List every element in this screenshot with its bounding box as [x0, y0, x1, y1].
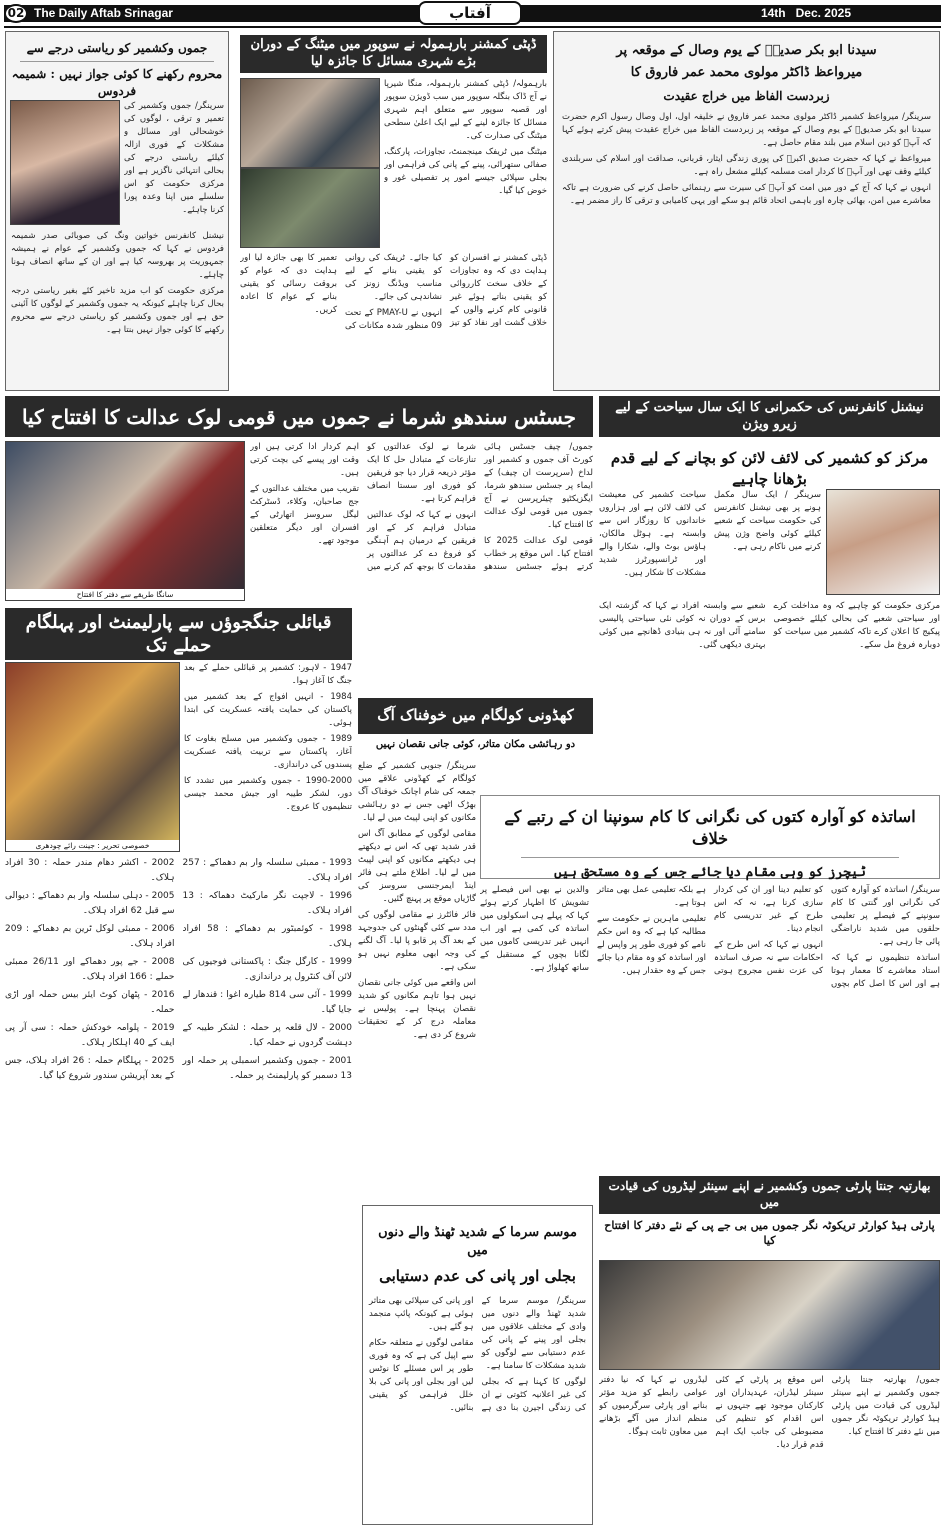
photo-meeting-hall — [240, 168, 380, 248]
paragraph: تقریب میں مختلف عدالتوں کے جج صاحبان، وکلاء، ڈسٹرکٹ لیگل سروسز اتھارٹی کے افسران اور دیگر متعلقین موجود تھے۔ — [250, 484, 359, 546]
article-statehood — [5, 31, 229, 391]
headline: محروم رکھنے کا کوئی جواز نہیں : شمیمہ فردوس — [11, 66, 223, 98]
paragraph: انہوں نے PMAY-U کے تحت 09 منظور شدہ مکانات کی تعمیر کا بھی جائزہ لیا اور ہدایت دی کہ عوام کو بروقت رسائی کو یقینی بنانے کے عوام کا اعادہ کریں۔ — [240, 253, 442, 331]
paper-name: The Daily Aftab Srinagar — [34, 6, 173, 20]
paragraph: 2000 - لال قلعہ پر حملہ : لشکر طیبہ کے دہشت گردوں نے حملہ کیا۔ — [182, 1023, 352, 1048]
headline: اساتذہ کو آوارہ کتوں کی نگرانی کا کام سونپنا ان کے رتبے کے خلاف — [504, 807, 916, 849]
headline: سیدنا ابو بکر صدیقؓ کے یوم وصال کے موقعہ پر — [616, 43, 877, 58]
paragraph: بارہمولہ/ ڈپٹی کمشنر بارہمولہ، منگا شیرپا نے آج ڈاک بنگلہ سوپور میں سب ڈویژن سوپور اور قصبہ سوپور سے متعلق اہم شہری مسائل کا جائزہ لینے کے لیے ایک اعلیٰ سطحی میٹنگ کی صدارت کی۔ — [384, 79, 547, 141]
paragraph: قومی لوک عدالت 2025 کا افتتاح کیا۔ اس موقع پر خطاب کرتے ہوئے جسٹس سندھو شرما نے لوک عدالتوں کو تنازعات کے متبادل حل کا ایک مؤثر ذریعہ قرار دیا جو فریقین کو فوری اور سستا انصاف فراہم کرتا ہے۔ — [367, 442, 593, 572]
article-body — [124, 100, 224, 225]
paragraph: 2016 - پٹھان کوٹ ایئر بیس حملہ اور اڑی حملہ۔ — [5, 990, 175, 1015]
headline: جسٹس سندھو شرما نے جموں میں قومی لوک عدالت کا افتتاح کیا — [5, 396, 593, 437]
paragraph: 1990-2000 - جموں وکشمیر میں تشدد کا دور، لشکر طیبہ اور جیش محمد جیسی تنظیموں کا عروج۔ — [184, 776, 352, 812]
paragraph: 2019 - پلوامہ خودکش حملہ : سی آر پی ایف کے 40 اہلکار ہلاک۔ — [5, 1023, 175, 1048]
subheadline: دو رہائشی مکان متاثر، کوئی جانی نقصان نہیں — [375, 739, 576, 750]
article-body — [363, 1291, 592, 1521]
headline: کھڈونی کولگام میں خوفناک آگ — [358, 698, 593, 734]
paragraph: انہوں نے کہا کہ آج کے دور میں امت کو آپؓ کی سیرت سے رہنمائی حاصل کرنے کی ضرورت ہے تاکہ معاشرے میں امن، بھائی چارہ اور باہمی اتحاد قائم ہو سکے اور یہی کامیابی و ترقی کا راز مضمر ہے۔ — [562, 183, 931, 207]
headline: ڈپٹی کمشنر بارہمولہ نے سوپور میں میٹنگ کے دوران بڑے شہری مسائل کا جائزہ لیا — [240, 35, 547, 73]
headline: بجلی اور پانی کی عدم دستیابی — [379, 1267, 576, 1286]
paragraph: شعبے سے وابستہ افراد نے کہا کہ گزشتہ ایک برس کے دوران نہ کوئی نئی سیاحتی پالیسی سامنے آئی اور نہ ہی بنیادی ڈھانچے میں کوئی بہتری دیکھی گئی۔ — [599, 601, 766, 650]
paragraph: 1999 - آئی سی 814 طیارہ اغوا : قندھار لے جایا گیا۔ — [182, 990, 352, 1015]
article-body — [384, 78, 547, 250]
paragraph: 1998 - کوئمبٹور بم دھماکے : 58 افراد ہلاک۔ — [182, 924, 352, 949]
paragraph: 1996 - لاجپت نگر مارکیٹ دھماکہ : 13 افراد ہلاک۔ — [182, 891, 352, 916]
masthead-rule — [4, 26, 941, 28]
photo-shamima-firdous — [10, 100, 120, 225]
article-abu-bakr — [553, 31, 940, 391]
article-body — [5, 856, 352, 1524]
headline: زبردست الفاظ میں خراج عقیدت — [663, 89, 830, 104]
issue-date: 14th Dec. 2025 — [760, 6, 851, 20]
article-body — [250, 441, 593, 601]
photo-author — [826, 489, 940, 595]
headline: نیشنل کانفرنس کی حکمرانی کا ایک سال سیاحت کے لیے زیرو ویژن — [599, 396, 940, 437]
paragraph: نیشنل کانفرنس خواتین ونگ کی صوبائی صدر شمیمہ فردوس نے کہا کہ جموں وکشمیر کے عوام نے ہمیشہ جمہوریت پر بھروسہ کیا ہے اور ان کے ساتھ انصاف ہونا چاہئے۔ — [11, 231, 224, 280]
paragraph: 2008 - جے پور دھماکے اور 26/11 ممبئی حملے : 166 افراد ہلاک۔ — [5, 957, 175, 982]
paragraph: لیڈروں نے کہا کہ نیا دفتر عوامی رابطے کو مزید مؤثر بنانے اور پارٹی سرگرمیوں کو منظم انداز میں آگے بڑھانے میں معاون ثابت ہوگا۔ — [599, 1375, 708, 1437]
logo-text: آفتاب — [449, 4, 491, 22]
photo-caption: خصوصی تحریر : جینت رائے چودھری — [6, 840, 179, 851]
page-number: 02 — [4, 4, 28, 23]
paragraph: 1999 - کارگل جنگ : پاکستانی فوجیوں کی لائن آف کنٹرول پر دراندازی۔ — [182, 957, 352, 982]
photo-caption: سانگا طریقے سے دفتر کا افتتاح — [6, 589, 244, 600]
paragraph: جموں/ بھارتیہ جنتا پارٹی جموں وکشمیر نے اپنے سینئر لیڈروں کی قیادت میں پارٹی ہیڈ کوارٹر تریکوٹہ نگر جموں میں نئے دفتر کا افتتاح کیا۔ — [831, 1375, 940, 1437]
article-body — [358, 760, 476, 1200]
photo-meeting — [240, 78, 380, 168]
paragraph: ڈپٹی کمشنر نے افسران کو ہدایت دی کہ وہ تجاوزات کے خلاف سخت کارروائی کو یقینی بناتے ہوئے غیر قانونی کام کرنے والوں کے خلاف گشت اور نفاذ کو تیز کیا جائے۔ ٹریفک کی روانی کو یقینی بنانے کے لیے مناسب ویڈنگ زونز کی نشاندہی کی جائے۔ — [345, 253, 547, 328]
paragraph: اس واقعے میں کوئی جانی نقصان نہیں ہوا تاہم مکانوں کو شدید نقصان پہنچا ہے۔ پولیس نے معاملہ درج کر کے تحقیقات شروع کر دی ہے۔ — [358, 978, 476, 1040]
headline: قبائلی جنگجوؤں سے پارلیمنٹ اور پہلگام حملے تک — [5, 608, 352, 660]
article-cold-wave — [362, 1205, 593, 1525]
subheadline: ٹیچرز کو وہی مقام دیا جائے جس کے وہ مستحق ہیں — [554, 864, 866, 880]
masthead-logo — [418, 1, 522, 25]
paragraph: سرینگر/ اساتذہ کو آوارہ کتوں کی نگرانی اور گنتی کا کام سونپنے کے فیصلے پر تعلیمی حلقوں میں شدید ناراضگی پائی جا رہی ہے۔ — [831, 885, 940, 947]
paragraph: 1984 - انہیں افواج کے بعد کشمیر میں پاکستان کی حمایت یافتہ عسکریت کی ابتدا ہوئی۔ — [184, 692, 352, 728]
paragraph: سرینگر / ایک سال مکمل ہونے پر بھی نیشنل کانفرنس کی حکومت سیاحت کے شعبے کیلئے کوئی واضح وژن پیش کرنے میں ناکام رہی ہے۔ — [714, 490, 821, 552]
divider — [20, 61, 214, 62]
paragraph: سرینگر/ جموں وکشمیر کی تعمیر و ترقی ، لوگوں کی خوشحالی اور مسائل و مشکلات کے فوری ازالہ کیلئے ریاستی درجے کی بحالی انتہائی ناگزیر ہے اور مرکزی حکومت کو اس سلسلے میں اپنا وعدہ پورا کرنا چاہئے۔ — [124, 101, 224, 215]
subheadline: مرکز کو کشمیر کی لائف لائن کو بچانے کے لیے قدم بڑھانا چاہیے — [610, 449, 929, 488]
article-teachers-header — [480, 795, 940, 879]
paragraph: مرکزی حکومت کو اب مزید تاخیر کئے بغیر ریاستی درجہ بحال کرنا چاہئے کیونکہ یہ جموں وکشمیر کے لوگوں کا آئینی حق ہے اور جموں وکشمیر کو ریاستی درجے سے محروم رکھنے کا کوئی جواز نہیں بنتا ہے۔ — [11, 286, 224, 335]
paragraph: 1989 - جموں وکشمیر میں مسلح بغاوت کا آغاز، پاکستان سے تربیت یافتہ عسکریت پسندوں کی دراندازی۔ — [184, 734, 352, 770]
article-body — [240, 252, 547, 388]
article-body — [599, 600, 940, 790]
article-body — [599, 489, 821, 595]
paragraph: میرواعظ نے کہا کہ حضرت صدیق اکبرؓ کی پوری زندگی ایثار، قربانی، صداقت اور اسلام کی سربلندی کیلئے وقف تھی اور آپؓ کا کردار امت مسلمہ کیلئے مشعل راہ ہے۔ — [562, 154, 931, 178]
divider — [521, 857, 899, 858]
paragraph: مقامی لوگوں نے متعلقہ حکام سے اپیل کی ہے کہ وہ فوری طور پر اس مسئلے کا نوٹس لیں اور بجلی اور پانی کی بلا خلل فراہمی کو یقینی بنائیں۔ — [369, 1338, 474, 1414]
paragraph: 2005 - دہلی سلسلہ وار بم دھماکے : دیوالی سے قبل 62 افراد ہلاک۔ — [5, 891, 175, 916]
paragraph: 2002 - اکشر دھام مندر حملہ : 30 افراد ہلاک۔ — [5, 858, 175, 883]
headline: میرواعظ ڈاکٹر مولوی محمد عمر فاروق کا — [630, 65, 863, 81]
paragraph: لوگوں کا کہنا ہے کہ بجلی کی غیر اعلانیہ کٹوتی نے ان کی زندگی اجیرن بنا دی ہے اور پانی کی سپلائی بھی متاثر ہوئی ہے کیونکہ پائپ منجمد ہو گئے ہیں۔ — [369, 1296, 586, 1414]
paragraph: 2025 - پہلگام حملہ : 26 افراد ہلاک، جس کے بعد آپریشن سندور شروع کیا گیا۔ — [5, 1056, 175, 1081]
headline: جموں وکشمیر کو ریاستی درجے سے — [26, 41, 208, 55]
paragraph: سرینگر/ جنوبی کشمیر کے ضلع کولگام کے کھڈونی علاقے میں جمعہ کی شام اچانک خوفناک آگ بھڑک اٹھی جس نے دو رہائشی مکانوں کو اپنی لپیٹ میں لے لیا۔ — [358, 761, 476, 823]
headline: موسم سرما کے شدید ٹھنڈ والے دنوں میں — [378, 1225, 577, 1259]
paragraph: تعلیمی ماہرین نے حکومت سے مطالبہ کیا ہے کہ وہ اس حکم نامے کو فوری طور پر واپس لے اور اساتذہ کو وہ مقام دیا جائے جس کے وہ حقدار ہیں۔ — [597, 914, 706, 976]
article-body — [184, 662, 352, 852]
article-body — [554, 109, 939, 349]
paragraph: 2001 - جموں وکشمیر اسمبلی پر حملہ اور 13 دسمبر کو پارلیمنٹ پر حملہ۔ — [182, 1056, 352, 1081]
paragraph: 2006 - ممبئی لوکل ٹرین بم دھماکے : 209 افراد ہلاک۔ — [5, 924, 175, 949]
paragraph: میٹنگ میں ٹریفک مینجمنٹ، تجاوزات، پارکنگ، صفائی ستھرائی، پینے کے پانی کی فراہمی اور بجلی سپلائی جیسے امور پر تفصیلی غور و خوض کیا گیا۔ — [384, 147, 547, 196]
paragraph: انہوں نے کہا کہ لوک عدالتیں متبادل فراہم کر کے اور فریقین کے درمیان ہم آہنگی کو فروغ دے کر عدالتوں پر مقدمات کا بوجھ کم کرنے میں اہم کردار ادا کرتی ہیں اور وقت اور پیسے کی بچت کرتی ہیں۔ — [250, 442, 476, 572]
paragraph: جموں/ چیف جسٹس ہائی کورٹ آف جموں و کشمیر اور لداخ (سرپرست ان چیف) کے ایماء پر جسٹس سندھو شرما، ایگزیکٹیو چیئرپرسن نے آج جموں میں قومی لوک عدالت کا افتتاح کیا۔ — [484, 442, 593, 530]
photo-bjp-office — [599, 1260, 940, 1370]
paragraph: مرکزی حکومت کو چاہیے کہ وہ مداخلت کرے اور سیاحتی شعبے کی بحالی کیلئے خصوصی پیکیج کا اعلان کرے تاکہ کشمیر میں سیاحت کو دوبارہ فروغ مل سکے۔ — [773, 601, 940, 650]
paragraph: انہوں نے کہا کہ اس طرح کے احکامات سے نہ صرف اساتذہ کی عزت نفس مجروح ہوتی ہے بلکہ تعلیمی عمل بھی متاثر ہوتا ہے۔ — [597, 885, 823, 976]
article-body — [11, 230, 224, 388]
paragraph: اس موقع پر پارٹی کے کئی سینئر لیڈران، عہدیداران اور کارکنان موجود تھے جنہوں نے اس اقدام کو تنظیم کی مضبوطی کی جانب ایک اہم قدم قرار دیا۔ — [715, 1375, 824, 1450]
photo-memorial — [5, 662, 180, 852]
headline: بھارتیہ جنتا پارٹی جموں وکشمیر نے اپنے سینئر لیڈروں کی قیادت میں — [599, 1176, 940, 1214]
paragraph: فائر فائٹرز نے مقامی لوگوں کی مدد سے کئی گھنٹوں کی جدوجہد کے بعد آگ پر قابو پا لیا۔ آگ لگنے کی وجہ ابھی معلوم نہیں ہو سکی ہے۔ — [358, 910, 476, 972]
paragraph: اساتذہ تنظیموں نے کہا کہ استاد معاشرے کا معمار ہوتا ہے اور اس کا اصل کام بچوں کو تعلیم دینا اور ان کی کردار سازی کرنا ہے، نہ کہ اس طرح کے غیر تدریسی کام انجام دینا۔ — [714, 885, 940, 989]
paragraph: سرینگر/ میرواعظ کشمیر ڈاکٹر مولوی محمد عمر فاروق نے خلیفہ اول، اول وصال رسول اکرم حضرت سیدنا ابو بکر صدیقؓ کے یوم وصال کے موقعہ پر زبردست الفاظ میں خراج عقیدت پیش کرتے ہوئے کہا کہ آپؓ کو دین اسلام میں بلند مقام حاصل ہے۔ — [562, 112, 931, 149]
subheadline: پارٹی ہیڈ کوارٹر تریکوٹہ نگر جموں میں بی جے پی کے نئے دفتر کا افتتاح کیا — [604, 1219, 935, 1248]
article-body — [480, 884, 940, 1170]
paragraph: سیاحت کشمیر کی معیشت کی لائف لائن ہے اور ہزاروں خاندانوں کا روزگار اس سے وابستہ ہے۔ ہوٹل مالکان، ہاؤس بوٹ والے، شکارا والے اور ٹرانسپورٹرز شدید مشکلات کا شکار ہیں۔ — [599, 490, 706, 578]
paragraph: 1993 - ممبئی سلسلہ وار بم دھماکے : 257 افراد ہلاک۔ — [182, 858, 352, 883]
paragraph: مقامی لوگوں کے مطابق آگ اس قدر شدید تھی کہ اس نے دیکھتے ہی دیکھتے مکانوں کو اپنی لپیٹ میں لے لیا۔ اطلاع ملتے ہی فائر اینڈ ایمرجنسی سروسز کی گاڑیاں موقع پر پہنچ گئیں۔ — [358, 829, 476, 904]
photo-inauguration — [5, 441, 245, 601]
paragraph: سرینگر/ موسم سرما کے شدید ٹھنڈ والے دنوں میں وادی کے مختلف علاقوں میں بجلی اور پینے کے پانی کی عدم دستیابی سے لوگوں کو شدید مشکلات کا سامنا ہے۔ — [481, 1296, 586, 1372]
paragraph: والدین نے بھی اس فیصلے پر تشویش کا اظہار کرتے ہوئے کہا کہ پہلے ہی اسکولوں میں اساتذہ کی کمی ہے اور اب انہیں غیر تدریسی کاموں میں لگانا بچوں کے مستقبل کے ساتھ کھلواڑ ہے۔ — [480, 885, 589, 973]
article-body — [599, 1374, 940, 1524]
paragraph: 1947 - لاہور: کشمیر پر قبائلی حملے کے بعد جنگ کا آغاز ہوا۔ — [184, 663, 352, 686]
